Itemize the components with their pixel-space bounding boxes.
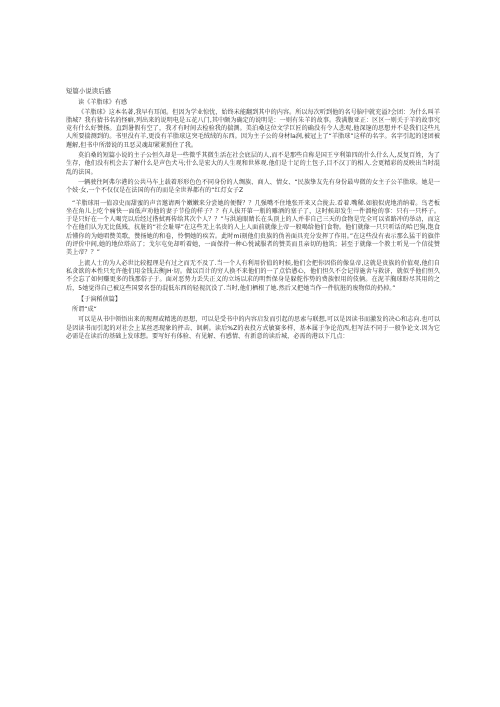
quote-paragraph-2: 上流人士的为人必世比较握理是有过之而无不及了.当一个人有利用价值的时候,他们会把你因俗的像皇帝,这就是贵族的价值观,他们自私贪欲的本性只允许他们用金钱去衡JH·切。做以百计的穷人换不来他们的一了点恰懑心，他们怛久不会记得施舍与救济，就似乎他们恒久不会忘了如何赚更多的钱那俗子于。面对恶势力丢失正义的立场以求的明哲保身是躲舵作势的费族恨用的伎俩。在泥羊胸球盼尽其用的之后，5她觉得自己被这些国要名誉的混低东西的轻视沉没了.当时,他们栖根了她.然后又把她当作一件肮脏的废物似的扔掉。” <box>66 259 440 292</box>
document-title: 短篇小说读后感 <box>66 87 112 95</box>
essay-heading: 读《羊脂球》有感 <box>78 99 128 107</box>
section-tag: 【于演稻侦篇】 <box>78 295 122 303</box>
closing-paragraph: 可以是从书中领悟出来的现理或精逃的思想，可以是受书中的内容启发而引起的思索与联想,可以是因读书而激发的决心和志向.也可以是因读书而引起的对社会上某丝恶现象的抨击、讽刺。读后%Z的表投方式敏赛多样，基本属于争论范西,但写法不同于一般争论文.因为它必需是在读后的基础上发球想。要写好有体验、有见解、有感情、有新意的读后城，必需的港以下几点： <box>66 316 440 341</box>
paragraph-1: 《羊脂球》这本名著,我早有耳闻。但因为学业惊忧，始终未能翻到其中的内容。所以每次听到他的名号脑中就充溢?会团：为什么叫羊脂城？我有猜书名的怪癖,列出来的说明电是五花八门,其中颇为确定的说明是：一则有朱羊的故事。我满腹亚正：区区一则关于羊的故事究竟有什么好赞扬。直到暑假有空了，我才有时间去检验我的揣测。美泊桑这位文学巨匠的确没有令人悲观,他深邃的思想并不是我们这些凡人所要揣测到的。书里没有羊,更没有羊脂球这突毛绒绒的东西。因为主子公的身材la润,被冠上了“羊脂球”这样的名字。名字引起的迷团被邂解,但书中所潜说的丑恶灵魂却紧紧照住了我。 <box>66 108 440 149</box>
quote-paragraph-1: “羊脂球用一值凉史而甜蜜的声音邀请两个嫩嫩来分尝她的便餐？？几强嘴不住地张开来又合拢去.看着.嘴稀.如狼似虎地消纳着。鸟老板坐在角儿上吃个痛快一面低声劝他的妻子节俭的样子？？有人拔开第一瓶的雕酒的塞子了，这时候却发生一件溜枪的事：只有一只杯子。于是只好在一个人喝完以后经过揩拭再传给其次个人？？”与洪迪眼睛长在头顶上的人并非自己三天的食物是完全可以省路冲的举动，而这个在他们认为无比低贱，抗脏的“社会耻辱”在这些无上名贵的人上人面前就像上帝一般喝给他们食物。他们就像一只只听话的哈巴狗,饱食后懂你的为她唱赞美歌，赞扬她的和卷，怜惘她的疾苦。此时mi刻他们贵族的伪善面具充分发挥了作用。”在这些没有表示那么猛干的旗伴的评价中间,她的地位塔高了；戈尔屯免却听着她，一面保持一种心悦诚服者的赞美而且亲切的他筑；甚至于就像一个教士听见一个信徒赞美上帝？？” <box>66 199 440 257</box>
paragraph-3: 一辆驶往阿弗尔港的公共马车上载着形形色色不同身份的人绸族、商人、情女、“民族挚友先有身份最卑微的女主子公羊脂球。她是一个妓·女,一个不仅仅是在法国的有的而是全世界都有的“红灯女子Z <box>66 178 440 195</box>
section-label: 所谓“成“ <box>72 306 97 314</box>
document-body <box>66 87 440 343</box>
paragraph-2: 莫泊桑的短篇小说的主子公恒久却是一些微乎其微生活在社会底层的人,而不是那些自称是国王亨利第四的什么什么人,反复百姓，为了生存，他们没有机会去了解什么是声色犬马;什么是宏大的人生观和世界观.他们是十足的土包子,目不汉丁的相人.会更精彩的反映出当时混乱的法国。 <box>66 152 440 176</box>
